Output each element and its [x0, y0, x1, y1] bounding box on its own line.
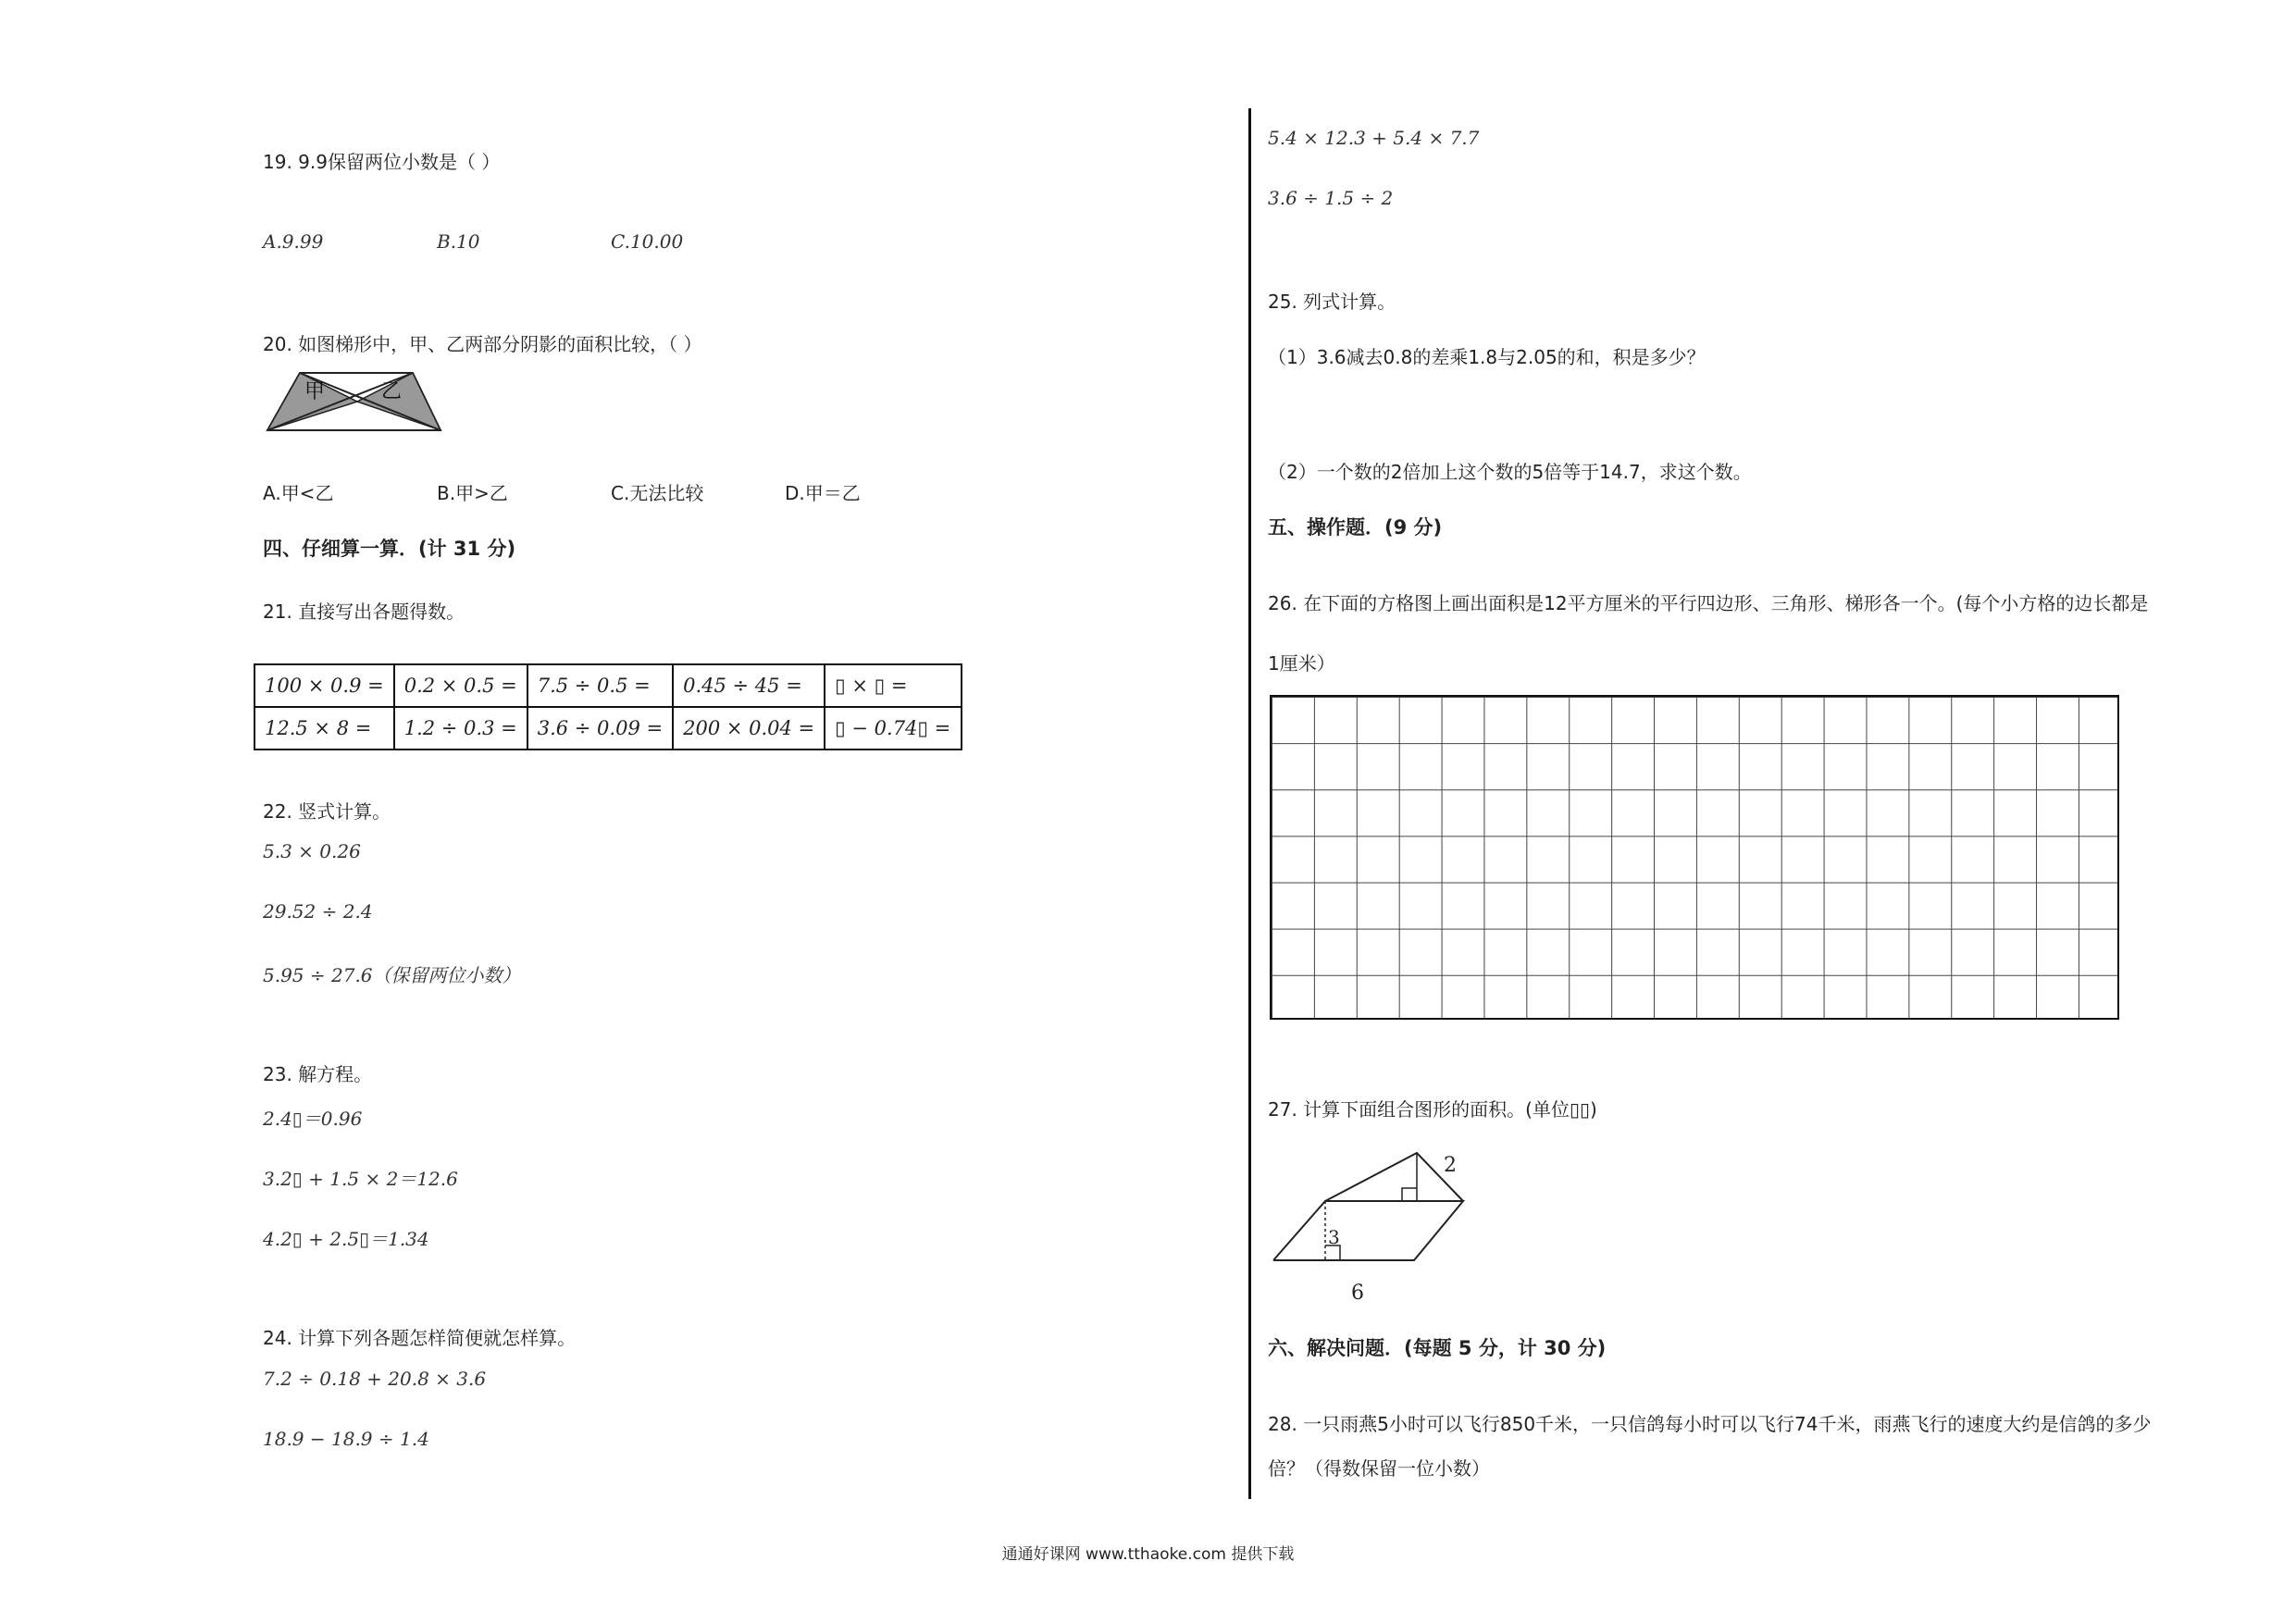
q25-item-2: （2）一个数的2倍加上这个数的5倍等于14.7，求这个数。 — [1268, 461, 1752, 483]
q24-item: 18.9 − 18.9 ÷ 1.4 — [263, 1428, 429, 1450]
q19-text: 19. 9.9保留两位小数是（ ） — [263, 151, 501, 173]
label-yi: 乙 — [381, 380, 403, 403]
q24-item: 5.4 × 12.3 + 5.4 × 7.7 — [1268, 127, 1480, 149]
label-height-2: 2 — [1444, 1154, 1457, 1177]
q22-item: 5.95 ÷ 27.6（保留两位小数） — [263, 964, 521, 986]
q27-text: 27. 计算下面组合图形的面积。(单位▯▯) — [1268, 1098, 1597, 1121]
q22-item: 5.3 × 0.26 — [263, 840, 361, 862]
q21-table — [254, 663, 962, 750]
table-cell: 200 × 0.04 = — [673, 707, 825, 750]
square-grid[interactable] — [1270, 695, 2119, 1020]
label-base-6: 6 — [1351, 1282, 1364, 1305]
column-divider — [1248, 108, 1251, 1499]
composite-figure — [1268, 1140, 1481, 1307]
q19-option-c: C.10.00 — [611, 230, 684, 253]
q22-item: 29.52 ÷ 2.4 — [263, 900, 373, 923]
q23-item: 2.4▯＝0.96 — [263, 1108, 363, 1130]
q23-text: 23. 解方程。 — [263, 1063, 373, 1085]
q28-text-line1: 28. 一只雨燕5小时可以飞行850千米，一只信鸽每小时可以飞行74千米，雨燕飞行的速度大约是信鸽的多少 — [1268, 1413, 2152, 1435]
q24-item: 7.2 ÷ 0.18 + 20.8 × 3.6 — [263, 1368, 487, 1390]
q23-item: 4.2▯ + 2.5▯＝1.34 — [263, 1228, 429, 1250]
q21-text: 21. 直接写出各题得数。 — [263, 601, 465, 623]
q25-item-1: （1）3.6减去0.8的差乘1.8与2.05的和，积是多少？ — [1268, 346, 1706, 368]
section-6-heading: 六、解决问题．(每题 5 分，计 30 分) — [1268, 1337, 1607, 1359]
q20-option-b: B.甲>乙 — [437, 482, 508, 504]
table-row — [254, 707, 962, 750]
table-cell: 1.2 ÷ 0.3 = — [394, 707, 527, 750]
label-height-3: 3 — [1328, 1226, 1340, 1248]
table-cell: 100 × 0.9 = — [254, 664, 394, 707]
q19-option-a: A.9.99 — [263, 230, 324, 253]
table-cell: 0.2 × 0.5 = — [394, 664, 527, 707]
q23-item: 3.2▯ + 1.5 × 2＝12.6 — [263, 1168, 458, 1190]
q20-option-a: A.甲<乙 — [263, 482, 334, 504]
table-cell: 7.5 ÷ 0.5 = — [527, 664, 673, 707]
q28-text-line2: 倍？（得数保留一位小数） — [1268, 1457, 1490, 1480]
table-row — [254, 664, 962, 707]
q22-text: 22. 竖式计算。 — [263, 800, 391, 823]
trapezoid-figure — [263, 368, 448, 433]
q20-option-c: C.无法比较 — [611, 482, 704, 504]
q26-text-line1: 26. 在下面的方格图上画出面积是12平方厘米的平行四边形、三角形、梯形各一个。(每个小方格的边长都是 — [1268, 592, 2149, 614]
q20-option-d: D.甲＝乙 — [785, 482, 861, 504]
q26-text-line2: 1厘米） — [1268, 652, 1335, 675]
q24-text: 24. 计算下列各题怎样简便就怎样算。 — [263, 1327, 577, 1349]
table-cell: ▯ − 0.74▯ = — [825, 707, 962, 750]
table-cell: 12.5 × 8 = — [254, 707, 394, 750]
q20-text: 20. 如图梯形中，甲、乙两部分阴影的面积比较，（ ） — [263, 333, 702, 355]
q25-text: 25. 列式计算。 — [1268, 291, 1396, 313]
q19-option-b: B.10 — [437, 230, 480, 253]
table-cell: 3.6 ÷ 0.09 = — [527, 707, 673, 750]
section-5-heading: 五、操作题．(9 分) — [1268, 516, 1443, 539]
table-cell: 0.45 ÷ 45 = — [673, 664, 825, 707]
section-4-heading: 四、仔细算一算．(计 31 分) — [263, 538, 516, 560]
q24-item: 3.6 ÷ 1.5 ÷ 2 — [1268, 187, 1394, 209]
label-jia: 甲 — [304, 380, 326, 403]
footer-source: 通通好课网 www.tthaoke.com 提供下载 — [1001, 1545, 1295, 1564]
table-cell: ▯ × ▯ = — [825, 664, 962, 707]
